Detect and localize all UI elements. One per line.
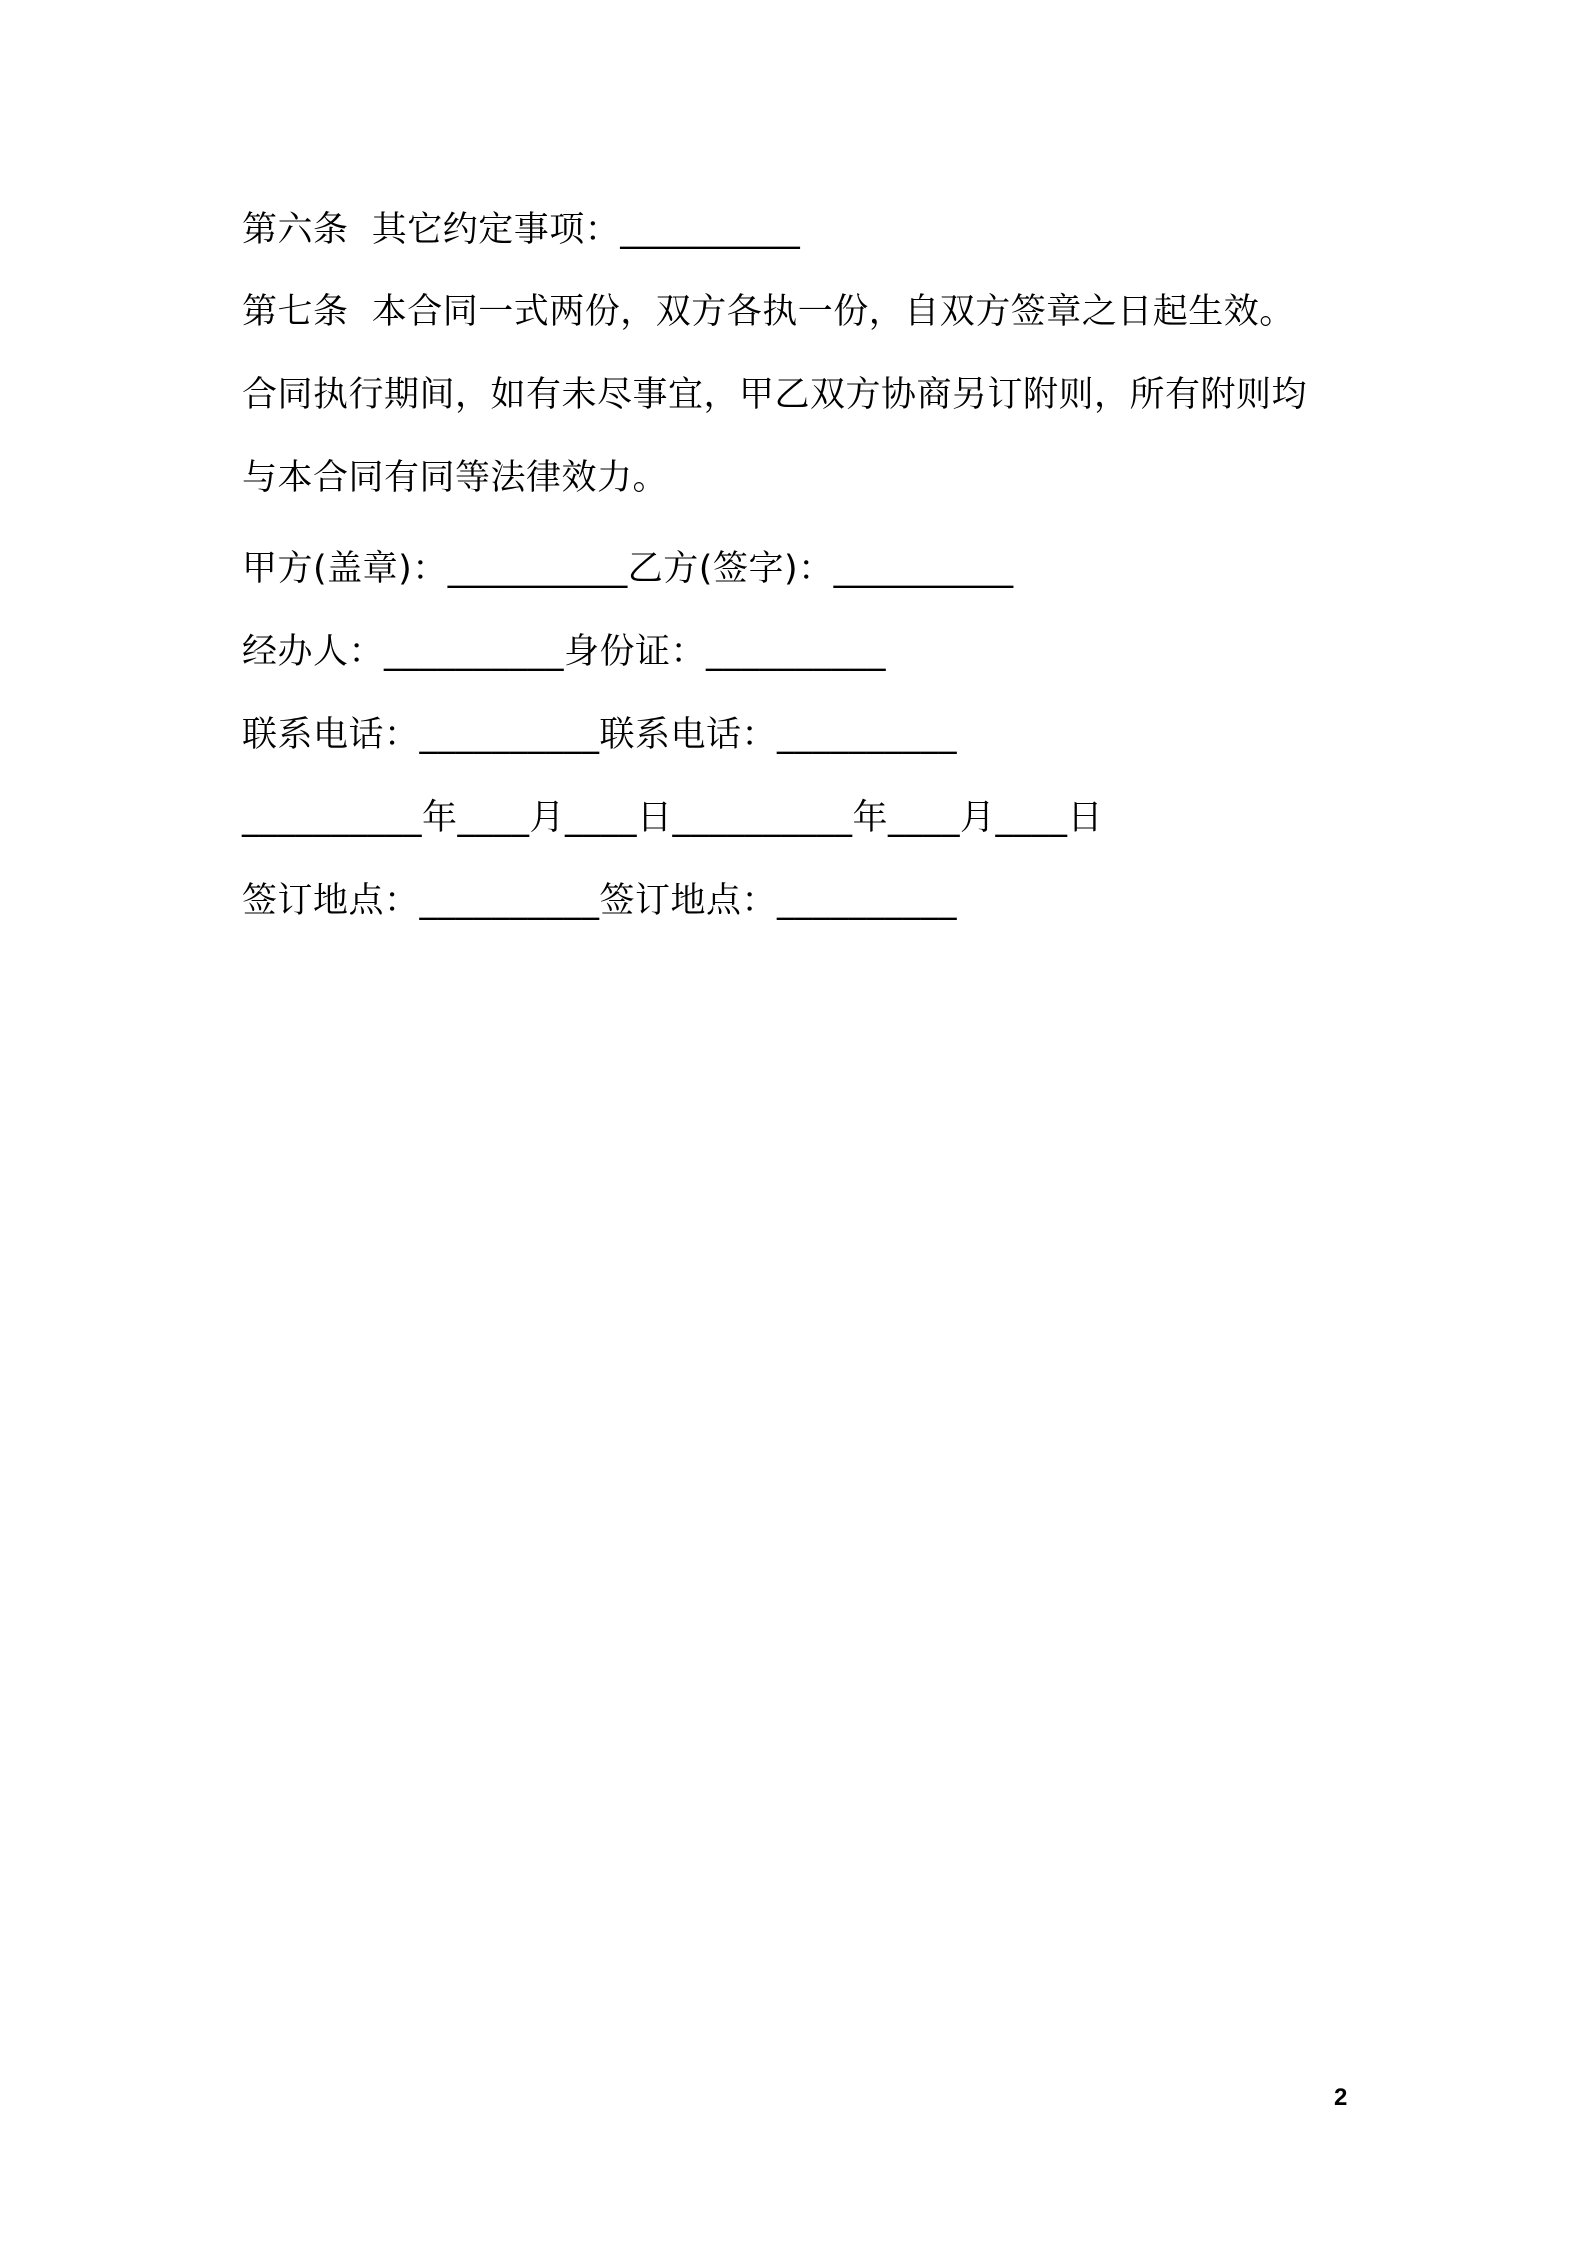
clause-seven-continued: 合同执行期间，如有未尽事宜，甲乙双方协商另订附则，所有附则均 bbox=[242, 375, 1308, 415]
page-number: 2 bbox=[1334, 2084, 1348, 2111]
signature-parties: 甲方(盖章)：__________乙方(签字)：__________ bbox=[242, 549, 1014, 589]
signature-agent-id: 经办人：__________身份证：__________ bbox=[242, 632, 887, 672]
signature-dates: __________年____月____日__________年____月____日 bbox=[242, 798, 1104, 838]
signature-locations: 签订地点：__________签订地点：__________ bbox=[242, 881, 958, 921]
clause-seven: 第七条 本合同一式两份，双方各执一份，自双方签章之日起生效。 bbox=[242, 292, 1295, 332]
clause-six: 第六条 其它约定事项：__________ bbox=[242, 210, 801, 250]
signature-phones: 联系电话：__________联系电话：__________ bbox=[242, 715, 958, 755]
clause-seven-end: 与本合同有同等法律效力。 bbox=[242, 458, 669, 498]
